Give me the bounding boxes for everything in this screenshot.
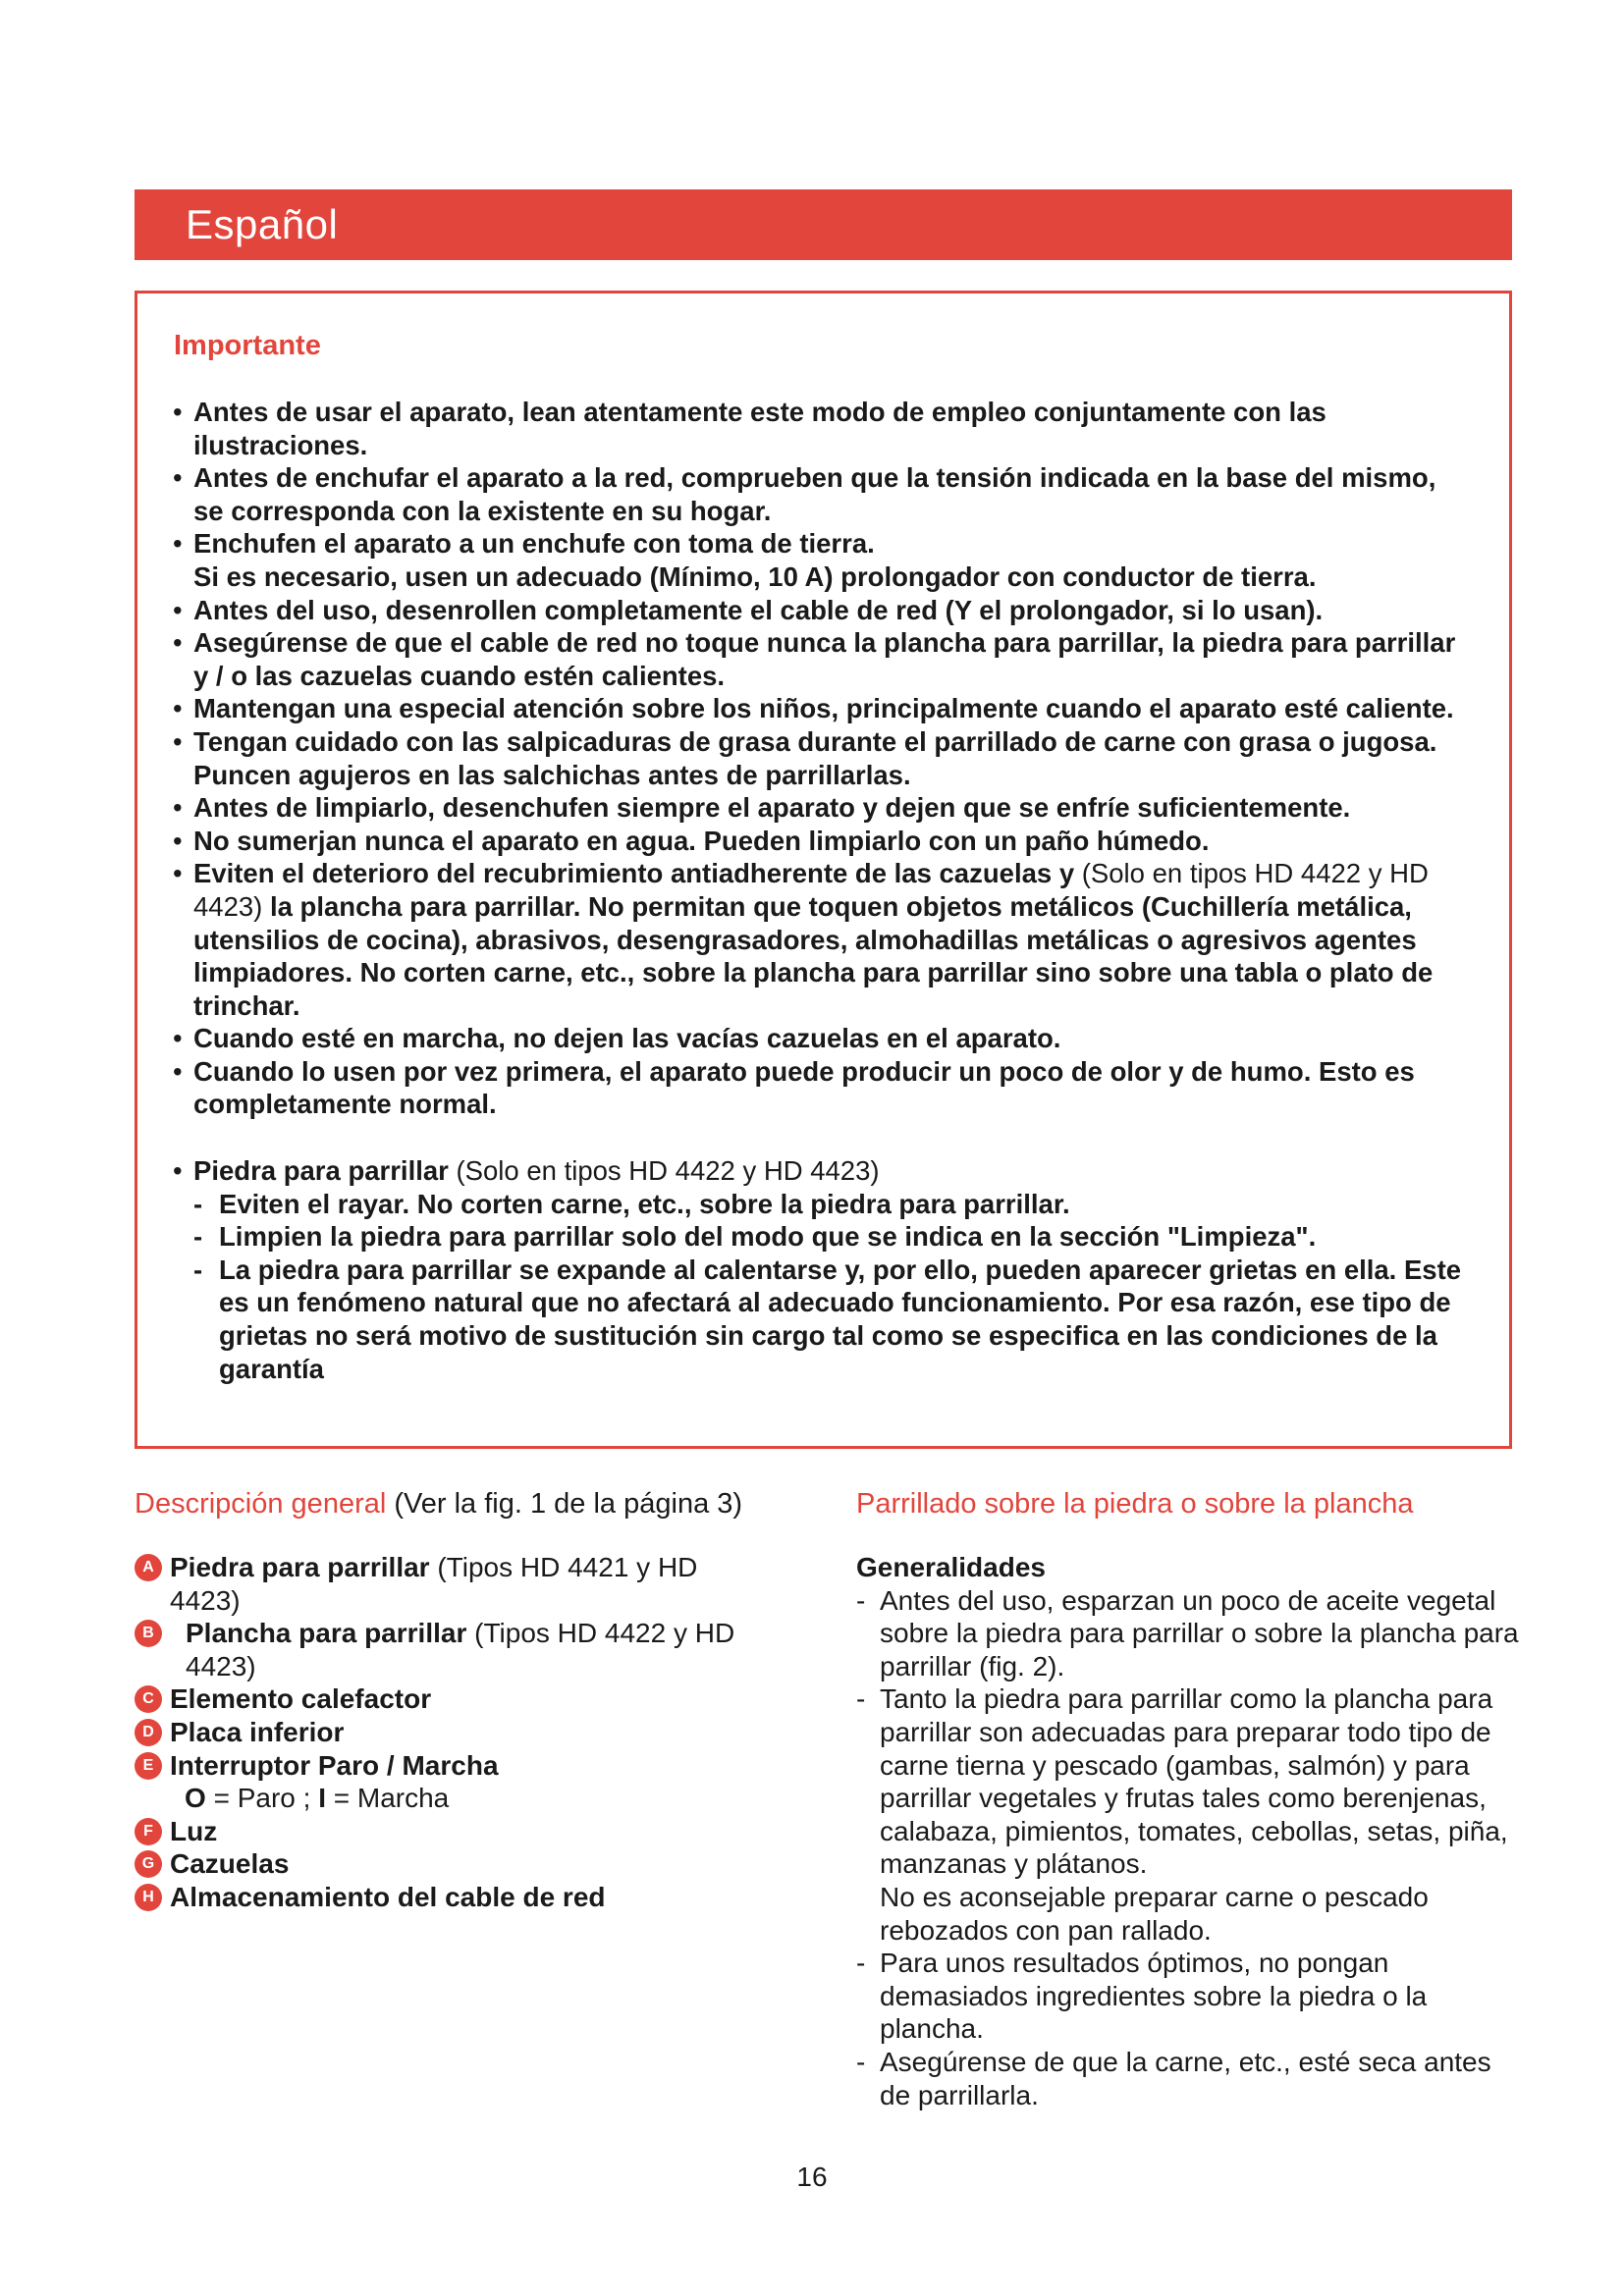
description-label: Piedra para parrillar: [170, 1552, 430, 1582]
list-item: • Cuando esté en marcha, no dejen las vacías cazuelas en el aparato.: [173, 1022, 1469, 1055]
list-item: • No sumerjan nunca el aparato en agua. Pueden limpiarlo con un paño húmedo.: [173, 825, 1469, 858]
language-header: [135, 189, 1512, 260]
description-title: Descripción general: [135, 1488, 387, 1520]
list-item-text: No es aconsejable preparar carne o pescado rebozados con pan rallado.: [880, 1881, 1429, 1946]
description-label: Almacenamiento del cable de red: [170, 1881, 606, 1912]
dash-marker: -: [856, 1683, 866, 1715]
marker-c-icon: C: [135, 1685, 162, 1713]
list-item-text: Asegúrense de que la carne, etc., esté seca antes de parrillarla.: [880, 2046, 1491, 2110]
coating-text-1: Eviten el deterioro del recubrimiento antiadherente de las cazuelas y: [193, 858, 1075, 889]
language-title: Español: [186, 201, 339, 247]
stone-subitem-text: Limpien la piedra para parrillar solo del modo que se indica en la sección "Limpieza".: [219, 1221, 1317, 1253]
description-item-e: [135, 1749, 763, 1815]
important-title: Importante: [174, 330, 321, 361]
dash-marker: -: [856, 1584, 866, 1616]
description-item-c: [135, 1682, 763, 1716]
important-list: [173, 396, 1469, 1385]
page-number: 16: [796, 2162, 828, 2192]
grilling-title: Parrillado sobre la piedra o sobre la plancha: [856, 1488, 1414, 1520]
marker-a-icon: A: [135, 1554, 162, 1581]
marker-b-icon: B: [135, 1620, 162, 1647]
coating-note: (Solo en tipos HD 4422 y HD 4423): [193, 858, 1429, 922]
dash-marker: -: [193, 1254, 203, 1285]
grilling-list: [856, 1584, 1524, 2112]
list-item: • Antes de limpiarlo, desenchufen siempre el aparato y dejen que se enfríe suficientemente.: [173, 791, 1469, 825]
description-note: (Tipos HD 4421 y HD 4423): [170, 1552, 698, 1616]
dash-marker: -: [193, 1221, 203, 1253]
list-item-continuation: [856, 1881, 1524, 1947]
list-item: • Tengan cuidado con las salpicaduras de grasa durante el parrillado de carne con grasa o jugosa. Puncen agujeros en las salchichas antes de parrillarlas.: [173, 725, 1469, 791]
description-item-g: [135, 1847, 763, 1881]
switch-i-symbol: I: [318, 1783, 326, 1814]
description-label: Interruptor Paro / Marcha: [170, 1749, 499, 1781]
list-item-text: Antes del uso, esparzan un poco de aceite vegetal sobre la piedra para parrillar o sobre la plancha para parrillar (fig. 2).: [880, 1584, 1519, 1682]
description-label: Elemento calefactor: [170, 1683, 432, 1715]
stone-subitem-text: La piedra para parrillar se expande al calentarse y, por ello, pueden aparecer grietas en ella. Este es un fenómeno natural que no afectará al adecuado funcionamiento. Por esa razón, ese tipo de grietas no será motivo de sustitución sin cargo tal como se especifica en las condiciones de la garantía: [219, 1254, 1462, 1384]
description-item-h: [135, 1881, 763, 1914]
marker-f-icon: F: [135, 1818, 162, 1845]
description-heading: [135, 1488, 742, 1521]
marker-d-icon: D: [135, 1719, 162, 1746]
description-label: Luz: [170, 1815, 218, 1846]
stone-subitem: [193, 1188, 1469, 1221]
list-item-text: Para unos resultados óptimos, no pongan demasiados ingredientes sobre la piedra o la plancha.: [880, 1948, 1428, 2045]
list-item: • Asegúrense de que el cable de red no toque nunca la plancha para parrillar, la piedra para parrillar y / o las cazuelas cuando estén calientes.: [173, 626, 1469, 692]
list-item: [856, 1584, 1524, 1683]
important-box: [135, 291, 1512, 1449]
description-item-b: [135, 1617, 763, 1682]
list-item: [856, 2046, 1524, 2111]
grilling-general: [856, 1551, 1524, 2111]
list-item: • Antes de enchufar el aparato a la red, comprueben que la tensión indicada en la base del mismo, se corresponda con la existente en su hogar.: [173, 461, 1469, 527]
grilling-subtitle: Generalidades: [856, 1552, 1046, 1582]
list-item-stone: [173, 1154, 1469, 1385]
list-item: [856, 1947, 1524, 2046]
description-title-note: (Ver la fig. 1 de la página 3): [394, 1488, 743, 1520]
switch-o-text: = Paro ;: [213, 1783, 311, 1814]
stone-subitem-text: Eviten el rayar. No corten carne, etc., sobre la piedra para parrillar.: [219, 1188, 1070, 1219]
dash-marker: -: [856, 1948, 866, 1979]
stone-note: (Solo en tipos HD 4422 y HD 4423): [456, 1155, 880, 1187]
marker-g-icon: G: [135, 1850, 162, 1878]
dash-marker: -: [856, 2046, 866, 2077]
stone-label: Piedra para parrillar: [193, 1155, 449, 1187]
stone-subitem: [193, 1220, 1469, 1254]
marker-e-icon: E: [135, 1752, 162, 1780]
switch-o-symbol: O: [185, 1783, 206, 1814]
switch-detail: [170, 1782, 763, 1815]
description-note: (Tipos HD 4422 y HD 4423): [186, 1618, 735, 1682]
description-item-a: [135, 1551, 763, 1617]
list-item-text: Tanto la piedra para parrillar como la plancha para parrillar son adecuadas para preparar todo tipo de carne tierna y pescado (gambas, salmón) y para parrillar vegetales y frutas tales como berenjenas, calabaza, pimientos, tomates, cebollas, setas, piña, manzanas y plátanos.: [880, 1683, 1508, 1880]
description-list: [135, 1551, 763, 1914]
list-item: • Mantengan una especial atención sobre los niños, principalmente cuando el aparato esté caliente.: [173, 692, 1469, 725]
description-label: Placa inferior: [170, 1716, 345, 1747]
description-label: Plancha para parrillar: [186, 1618, 467, 1649]
coating-text-2: la plancha para parrillar. No permitan que toquen objetos metálicos (Cuchillería metálica, utensilios de cocina), abrasivos, desengrasadores, almohadillas metálicas o agresivos agentes limpiadores. No corten carne, etc., sobre la plancha para parrillar sino sobre una tabla o plato de trinchar.: [193, 890, 1434, 1021]
list-item: [856, 1682, 1524, 1881]
dash-marker: -: [193, 1188, 203, 1219]
list-item-coating: [173, 857, 1469, 1022]
switch-i-text: = Marcha: [333, 1783, 450, 1814]
list-item: • Antes del uso, desenrollen completamente el cable de red (Y el prolongador, si lo usan).: [173, 594, 1469, 627]
description-label: Cazuelas: [170, 1848, 290, 1880]
stone-subitem: [193, 1254, 1469, 1385]
list-item: • Enchufen el aparato a un enchufe con toma de tierra.: [173, 527, 1469, 561]
marker-h-icon: H: [135, 1884, 162, 1911]
list-item: • Antes de usar el aparato, lean atentamente este modo de empleo conjuntamente con las ilustraciones.: [173, 396, 1469, 461]
description-item-f: [135, 1815, 763, 1848]
list-item: • Cuando lo usen por vez primera, el aparato puede producir un poco de olor y de humo. Esto es completamente normal.: [173, 1055, 1469, 1121]
description-item-d: [135, 1716, 763, 1749]
list-item-continuation: Si es necesario, usen un adecuado (Mínimo, 10 A) prolongador con conductor de tierra.: [193, 561, 1317, 592]
